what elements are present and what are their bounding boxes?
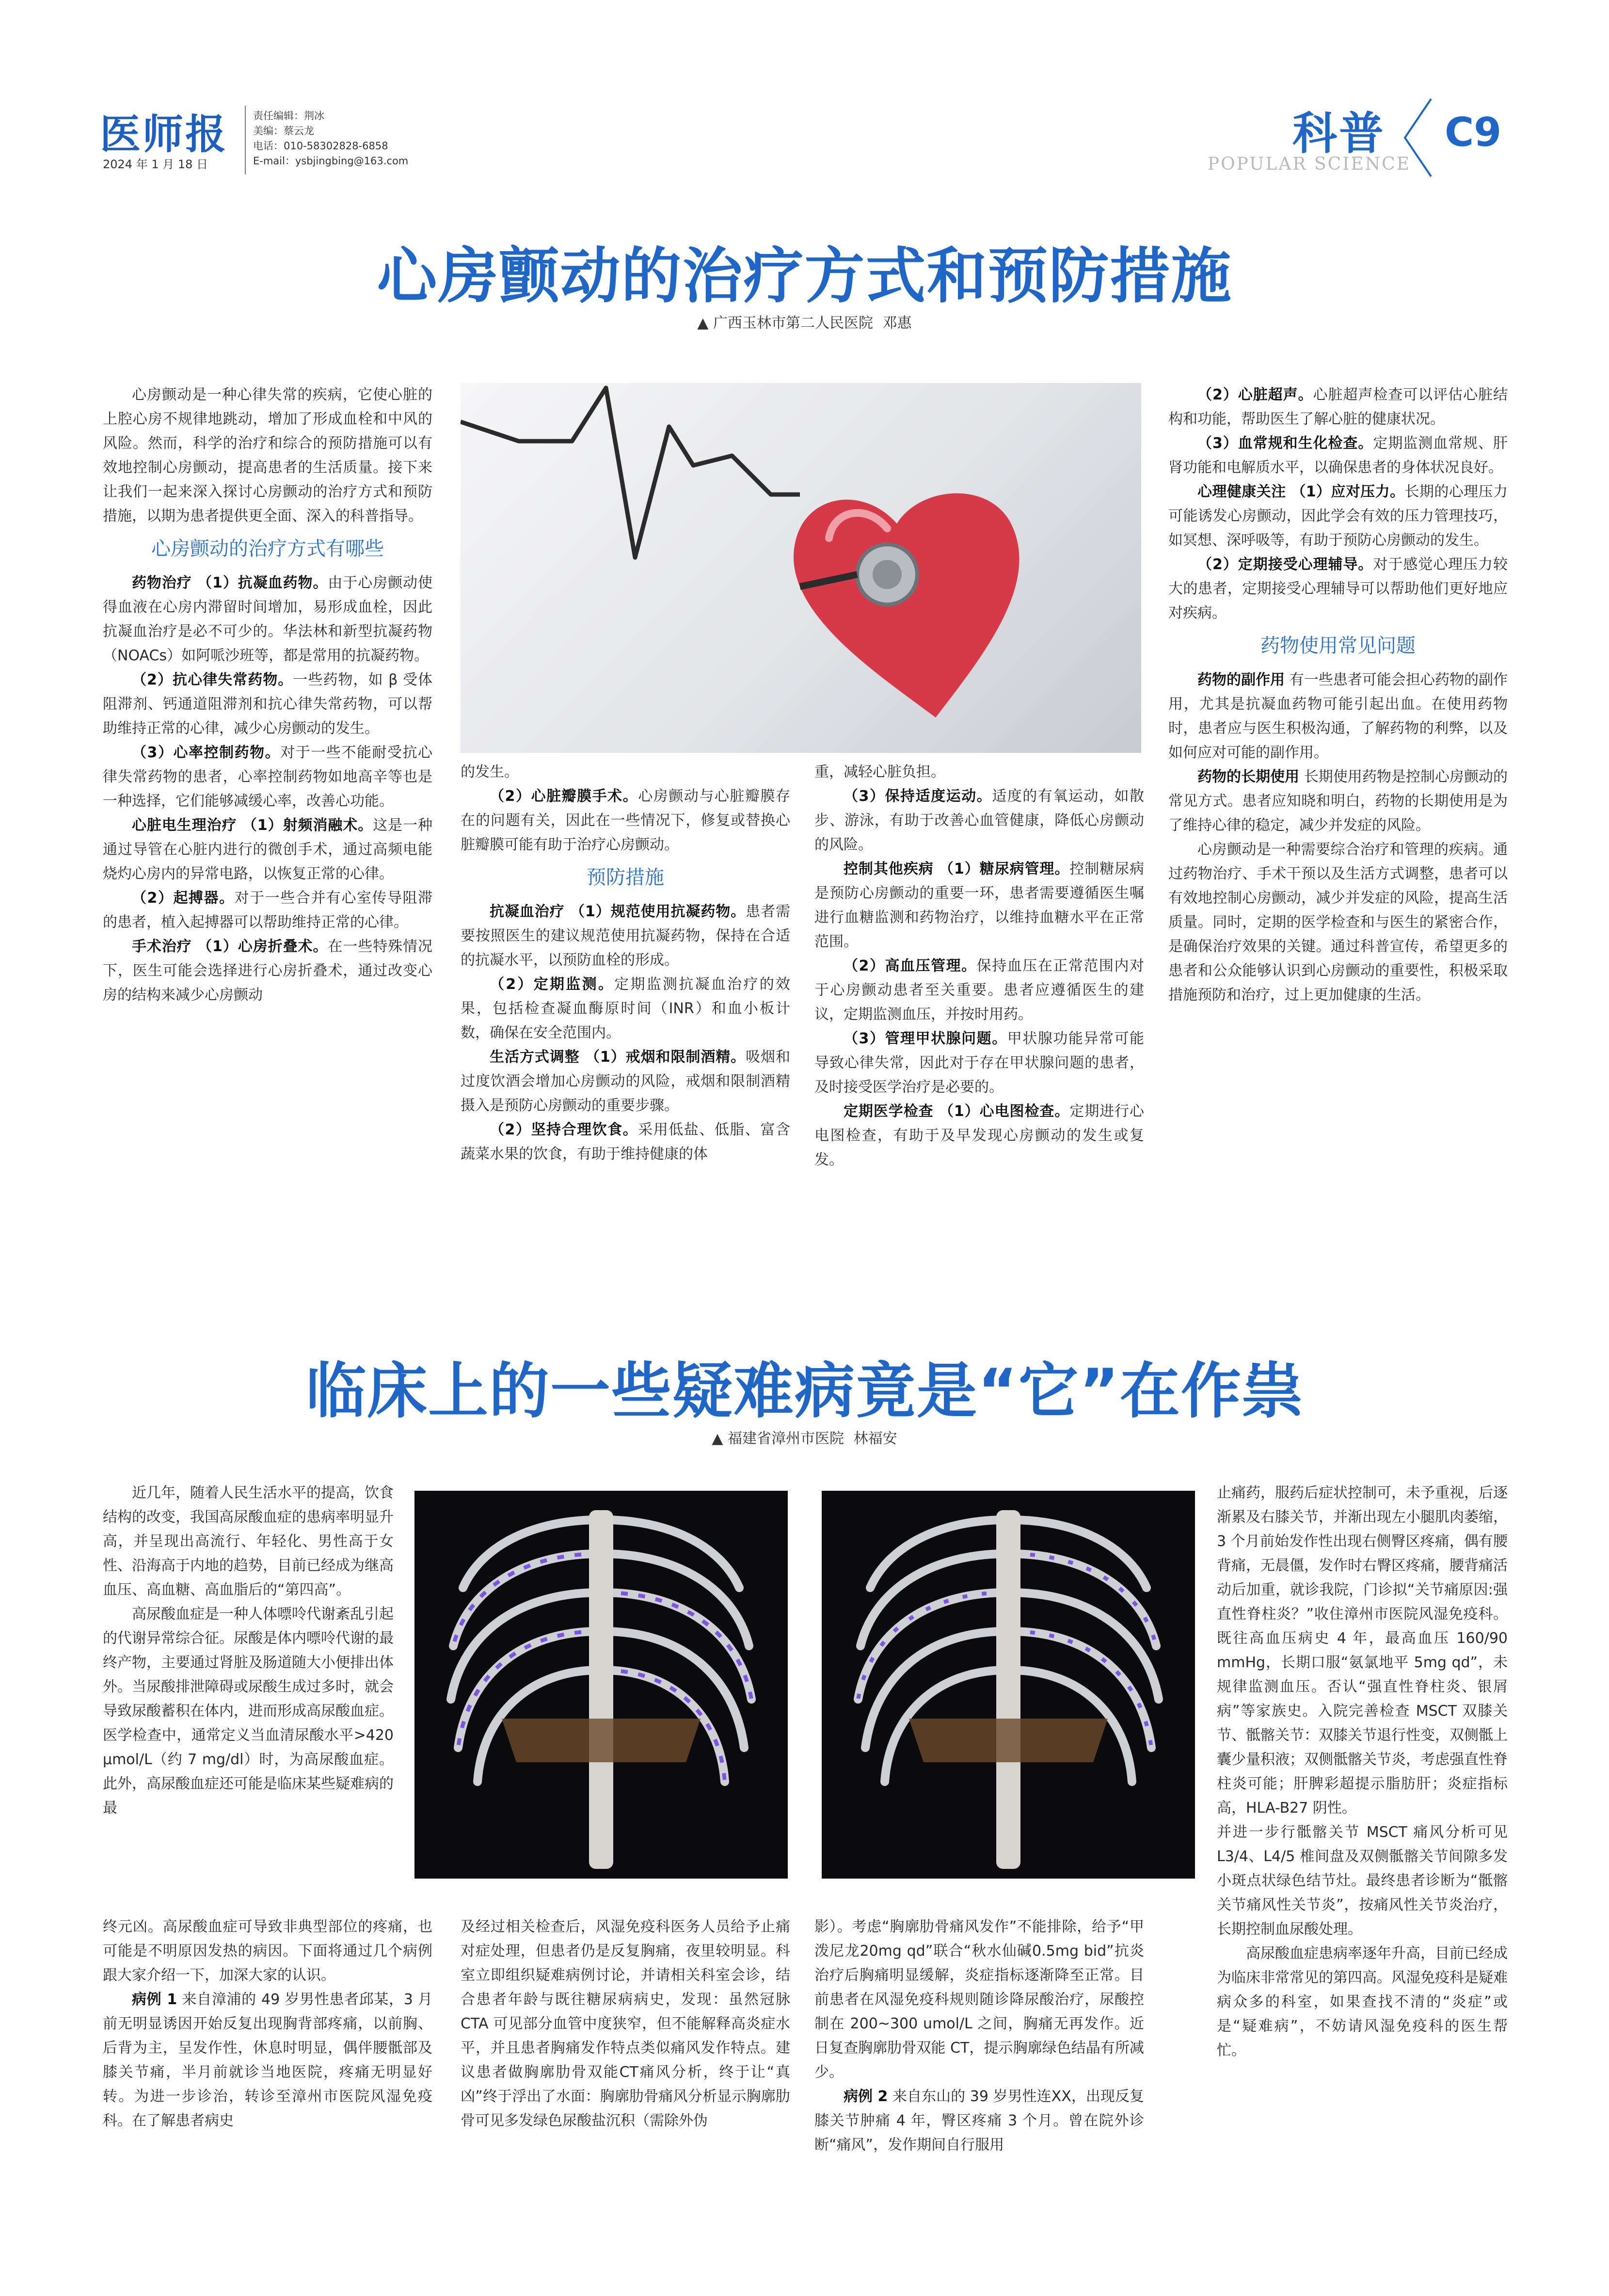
rib-cage-illustration-right (822, 1491, 1195, 1879)
masthead-logo: 医师报 (100, 110, 228, 158)
para-text: 定期监测抗凝血治疗的效果，包括检查凝血酶原时间（INR）和血小板计数，确保在安全范围内。 (461, 976, 791, 1041)
para-text: 控制糖尿病是预防心房颤动的重要一环，患者需要遵循医生嘱进行血糖监测和药物治疗，以维持血糖水平在正常范围。 (814, 861, 1144, 950)
ecg-heart-illustration (461, 383, 1141, 753)
para-text: 在一些特殊情况下，医生可能会选择进行心房折叠术，通过改变心房的结构来减少心房颤动 (103, 938, 432, 1004)
article2-col2-text: 及经过相关检查后，风湿免疫科医务人员给予止痛对症处理，但患者仍是反复胸痛，夜里较明显。科室立即组织疑难病例讨论，并请相关科室会诊，结合患者年龄与既往糖尿病病史，发现：虽然冠脉 CTA 可见部分血管中度狭窄，但不能解释高炎症水平，并且患者胸痛发作特点类似痛风发作特点。建议患者做胸廓肋骨双能CT痛风分析，终于让“真凶”终于浮出了水面：胸廓肋骨痛风分析显示胸廓肋骨可见多发绿色尿酸盐沉积（需除外伪 (461, 1918, 790, 2129)
para-text: 对于感觉心理压力较大的患者，定期接受心理辅导可以帮助他们更好地应对疾病。 (1168, 556, 1508, 622)
article2-column-2 (461, 1915, 790, 2133)
article1-intro: 心房颤动是一种心律失常的疾病，它使心脏的上腔心房不规律地跳动，增加了形成血栓和中风的风险。然而，科学的治疗和综合的预防措施可以有效地控制心房颤动，提高患者的生活质量。接下来让我们一起来深入探讨心房颤动的治疗方式和预防措施，以期为患者提供更全面、深入的科普指导。 (103, 386, 432, 525)
para-text: 保持血压在正常范围内对于心房颤动患者至关重要。患者应遵循医生的建议，定期监测血压，并按时用药。 (814, 957, 1145, 1023)
article1-column-2 (461, 760, 790, 1166)
para-lead: 心理健康关注 （1）应对压力。 (1197, 483, 1405, 500)
para-lead: 心脏电生理治疗 （1）射频消融术。 (132, 817, 373, 834)
para-lead: （2）心脏瓣膜手术。 (490, 788, 638, 805)
article2-byline-org: ▲ 福建省漳州市医院 (712, 1430, 844, 1447)
article1-byline-author: 邓惠 (882, 315, 912, 332)
case1-label: 病例 1 (132, 1991, 177, 2008)
para-lead: （3）保持适度运动。 (844, 788, 992, 805)
para-lead: （2）抗心律失常药物。 (132, 671, 293, 688)
para-text: 对于一些合并有心室传导阻滞的患者，植入起搏器可以帮助维持正常的心律。 (103, 890, 433, 931)
article2-col4-text: 止痛药，服药后症状控制可，未予重视，后逐渐累及右膝关节，并渐出现左小腿肌肉萎缩，3 个月前始发作性出现右侧臀区疼痛，偶有腰背痛，无晨僵，发作时右臀区疼痛，腰背痛活动后加重，就诊我院，门诊拟“关节痛原因:强直性脊柱炎？”收住漳州市医院风湿免疫科。既往高血压病史 4 年，最高血压 160/90 mmHg，长期口服“氨氯地平 5mg qd”，未规律监测血压。否认“强直性脊柱炎、银屑病”等家族史。入院完善检查 MSCT 双膝关节、骶髂关节：双膝关节退行性变，双侧骶上囊少量积液；双侧骶髂关节炎，考虑强直性脊柱炎可能；肝脾彩超提示脂肪肝；炎症指标高，HLA-B27 阴性。 (1217, 1484, 1508, 1817)
para-lead: 手术治疗 （1）心房折叠术。 (132, 938, 328, 955)
article1-column-1 (103, 383, 432, 1007)
article2-para-wide: 终元凶。高尿酸血症可导致非典型部位的疼痛，也可能是不明原因发热的病因。下面将通过几个病例跟大家介绍一下，加深大家的认识。 (103, 1918, 432, 1984)
article2-para-2: 高尿酸血症是一种人体嘌呤代谢紊乱引起的代谢异常综合征。尿酸是体内嘌呤代谢的最终产物，主要通过肾脏及肠道随大小便排出体外。当尿酸排泄障碍或尿酸生成过多时，就会导致尿酸蓄积在体内，进而形成高尿酸血症。医学检查中，通常定义当血清尿酸水平>420 μmol/L（约 7 mg/dl）时，为高尿酸血症。此外，高尿酸血症还可能是临床某些疑难病的最 (103, 1606, 394, 1817)
case2-label: 病例 2 (844, 2088, 888, 2105)
para-text: 甲状腺功能异常可能导致心律失常，因此对于存在甲状腺问题的患者，及时接受医学治疗是必要的。 (814, 1030, 1145, 1096)
para-lead: （2）心脏超声。 (1197, 386, 1313, 403)
para-text: 定期监测血常规、肝肾功能和电解质水平，以确保患者的身体状况良好。 (1168, 435, 1508, 476)
para-lead: （2）起搏器。 (132, 890, 235, 907)
para-text: 吸烟和过度饮酒会增加心房颤动的风险，戒烟和限制酒精摄入是预防心房颤动的重要步骤。 (461, 1049, 790, 1114)
issue-date: 2024 年 1 月 18 日 (103, 158, 208, 171)
article2-column-1 (103, 1481, 394, 1820)
para-lead: 控制其他疾病 （1）糖尿病管理。 (844, 861, 1070, 877)
para-text: 一些药物，如 β 受体阻滞剂、钙通道阻滞剂和抗心律失常药物，可以帮助维持正常的心律，减少心房颤动的发生。 (103, 671, 433, 737)
article1-column-4 (1168, 383, 1508, 1007)
masthead-divider (245, 106, 246, 175)
para-lead: 生活方式调整 （1）戒烟和限制酒精。 (490, 1049, 746, 1066)
article2-column-3 (814, 1915, 1144, 2157)
para-lead: 药物的长期使用 (1197, 768, 1300, 785)
designer-line: 美编：蔡云龙 (253, 125, 314, 137)
para-text: 对于一些不能耐受抗心律失常药物的患者，心率控制药物如地高辛等也是一种选择，它们能够减缓心率，改善心功能。 (103, 744, 432, 810)
para-lead: （3）管理甲状腺问题。 (844, 1030, 1007, 1047)
para-text: 适度的有氧运动，如散步、游泳，有助于改善心血管健康，降低心房颤动的风险。 (814, 788, 1144, 853)
para-text: 有一些患者可能会担心药物的副作用，尤其是抗凝血药物可能引起出血。在使用药物时，患者应与医生积极沟通，了解药物的利弊，以及如何应对可能的副作用。 (1168, 671, 1508, 761)
ct-image-right (822, 1491, 1195, 1879)
para-lead: （3）心率控制药物。 (132, 744, 281, 761)
article1-byline-org: ▲ 广西玉林市第二人民医院 (697, 315, 874, 332)
para-text: 心脏超声检查可以评估心脏结构和功能，帮助医生了解心脏的健康状况。 (1168, 386, 1508, 428)
article1-subheading-medication: 药物使用常见问题 (1260, 635, 1416, 657)
para-text: 长期使用药物是控制心房颤动的常见方式。患者应知晓和明白，药物的长期使用是为了维持心律的稳定，减少并发症的风险。 (1168, 768, 1508, 834)
section-title: 科普 (1292, 108, 1386, 159)
article2-byline (0, 1426, 1609, 1448)
para-text: 心房颤动与心脏瓣膜存在的问题有关，因此在一些情况下，修复或替换心脏瓣膜可能有助于治疗心房颤动。 (461, 788, 790, 853)
para-text: 的发生。 (461, 764, 519, 781)
section-chevron-icon (1401, 97, 1435, 178)
masthead-info (253, 109, 408, 169)
article2-title: 临床上的一些疑难病竟是“它”在作祟 (306, 1356, 1303, 1426)
article1-byline (0, 311, 1609, 332)
rib-cage-illustration-left (414, 1491, 788, 1879)
para-lead: 定期医学检查 （1）心电图检查。 (844, 1103, 1070, 1120)
para-lead: （2）定期接受心理辅导。 (1197, 556, 1373, 573)
ct-image-left (414, 1491, 788, 1879)
page-number: C9 (1445, 110, 1502, 156)
para-lead: （2）坚持合理饮食。 (490, 1121, 638, 1138)
para-text: 由于心房颤动使得血液在心房内滞留时间增加，易形成血栓，因此抗凝血治疗是必不可少的。华法林和新型抗凝药物（NOACs）如阿哌沙班等，都是常用的抗凝药物。 (103, 574, 432, 664)
para-text: 定期进行心电图检查，有助于及早发现心房颤动的发生或复发。 (814, 1103, 1144, 1168)
para-text: 采用低盐、低脂、富含蔬菜水果的饮食，有助于维持健康的体 (461, 1121, 790, 1163)
editor-line: 责任编辑：荆冰 (253, 110, 324, 122)
article2-conclusion: 高尿酸血症患病率逐年升高，目前已经成为临床非常常见的第四高。风湿免疫科是疑难病众多的科室，如果查找不清的“炎症”或是“疑难病”，不妨请风湿免疫科的医生帮忙。 (1217, 1945, 1508, 2059)
case2-text: 来自东山的 39 岁男性连XX，出现反复膝关节肿痛 4 年，臀区疼痛 3 个月。曾在院外诊断“痛风”，发作期间自行服用 (814, 2088, 1144, 2153)
para-text: 患者需要按照医生的建议规范使用抗凝药物，保持在合适的抗凝水平，以预防血栓的形成。 (461, 903, 790, 969)
para-lead: 药物治疗 （1）抗凝血药物。 (132, 574, 328, 591)
heart-stethoscope-photo (461, 383, 1141, 753)
article2-column-4 (1217, 1481, 1508, 2063)
para-lead: （3）血常规和生化检查。 (1197, 435, 1373, 452)
email-line: E-mail：ysbjingbing@163.com (253, 155, 409, 167)
para-text: 这是一种通过导管在心脏内进行的微创手术，通过高频电能烧灼心房内的异常电路，以恢复正常的心律。 (103, 817, 433, 882)
para-lead: 药物的副作用 (1197, 671, 1285, 688)
section-subtitle: POPULAR SCIENCE (1207, 154, 1411, 174)
article2-col4-text-2: 并进一步行骶髂关节 MSCT 痛风分析可见 L3/4、L4/5 椎间盘及双侧骶髂关节间隙多发小斑点状绿色结节灶。最终患者诊断为“骶髂关节痛风性关节炎”，按痛风性关节炎治疗，长期控制血尿酸处理。 (1217, 1824, 1508, 1938)
para-lead: （2）定期监测。 (490, 976, 615, 993)
para-lead: （2）高血压管理。 (844, 957, 977, 974)
article2-column-1-lower (103, 1915, 432, 2133)
article2-byline-author: 林福安 (853, 1430, 897, 1447)
case1-text: 来自漳浦的 49 岁男性患者邱某，3 月前无明显诱因开始反复出现胸背部疼痛，以前胸、后背为主，呈发作性，休息时明显，偶伴腰骶部及膝关节痛，半月前就诊当地医院，疼痛无明显好转。为进一步诊治，转诊至漳州市医院风湿免疫科。在了解患者病史 (103, 1991, 432, 2129)
article2-col3-text: 影）。考虑“胸廓肋骨痛风发作”不能排除，给予“甲泼尼龙20mg qd”联合“秋水仙碱0.5mg bid”抗炎治疗后胸痛明显缓解，炎症指标逐渐降至正常。目前患者在风湿免疫科规则随诊降尿酸治疗，尿酸控制在 200~300 umol/L 之间，胸痛无再发作。近日复查胸廓肋骨双能 CT，提示胸廓绿色结晶有所减少。 (814, 1918, 1144, 2081)
article1-conclusion: 心房颤动是一种需要综合治疗和管理的疾病。通过药物治疗、手术干预以及生活方式调整，患者可以有效地控制心房颤动，减少并发症的风险，提高生活质量。同时，定期的医学检查和与医生的紧密合作，是确保治疗效果的关键。通过科普宣传，希望更多的患者和公众能够认识到心房颤动的重要性，积极采取措施预防和治疗，过上更加健康的生活。 (1168, 841, 1508, 1004)
article2-para-1: 近几年，随着人民生活水平的提高，饮食结构的改变，我国高尿酸血症的患病率明显升高，并呈现出高流行、年轻化、男性高于女性、沿海高于内地的趋势，目前已经成为继高血压、高血糖、高血脂后的“第四高”。 (103, 1484, 394, 1598)
phone-line: 电话：010-58302828-6858 (253, 140, 388, 152)
para-text: 重，减轻心脏负担。 (814, 764, 945, 781)
article1-subheading-treatment: 心房颤动的治疗方式有哪些 (151, 538, 384, 560)
para-text: 长期的心理压力可能诱发心房颤动，因此学会有效的压力管理技巧，如冥想、深呼吸等，有助于预防心房颤动的发生。 (1168, 483, 1508, 549)
article1-title: 心房颤动的治疗方式和预防措施 (377, 241, 1232, 311)
article1-column-3 (814, 760, 1144, 1172)
para-lead: 抗凝血治疗 （1）规范使用抗凝药物。 (490, 903, 746, 920)
article1-subheading-prevention: 预防措施 (587, 866, 664, 889)
